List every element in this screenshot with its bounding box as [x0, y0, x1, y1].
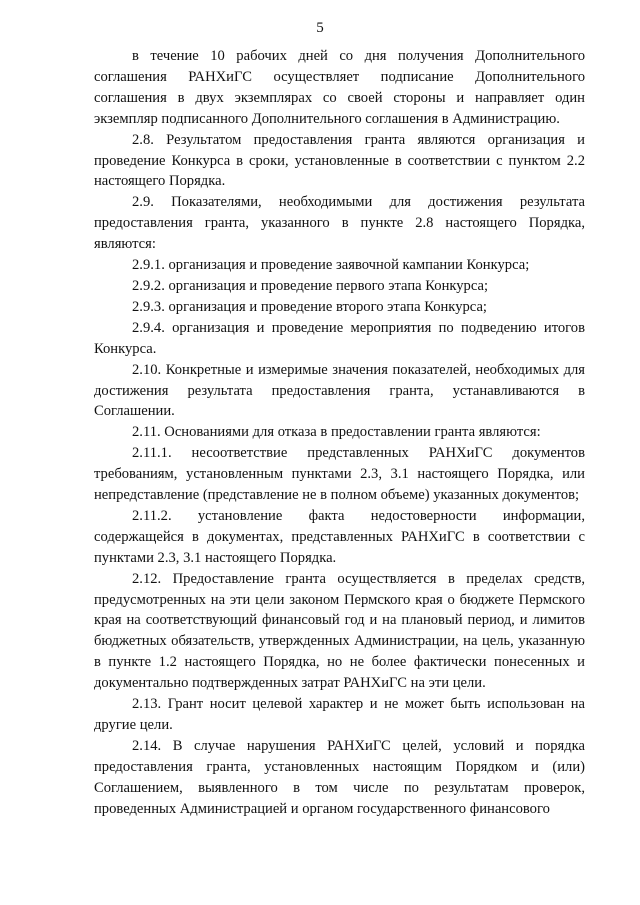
paragraph-2-12: 2.12. Предоставление гранта осуществляется в пределах средств, предусмотренных на эти цели законом Пермского края о бюджете Пермского края на соответствующий финансовый год и на плановый период, и лимитов бюджетных обязательств, утвержденных Администрации, на цель, указанную в пункте 1.2 настоящего Порядка, но не более фактически понесенных и документально подтвержденных затрат РАНХиГС на эти цели.: [94, 570, 585, 692]
paragraph-2-11-1: 2.11.1. несоответствие представленных РАНХиГС документов требованиям, установленным пунктами 2.3, 3.1 настоящего Порядка, или непредставление (представление не в полном объеме) указанных документов;: [94, 445, 585, 504]
paragraph-2-9-3: 2.9.3. организация и проведение второго этапа Конкурса;: [132, 298, 487, 315]
paragraph-2-14: 2.14. В случае нарушения РАНХиГС целей, условий и порядка предоставления гранта, установленных настоящим Порядком и (или) Соглашением, выявленного в том числе по результатам проверок, проведенных Администрацией и органом государственного финансового: [94, 737, 585, 817]
paragraph-2-11: 2.11. Основаниями для отказа в предоставлении гранта являются:: [132, 424, 541, 441]
paragraph-2-8: 2.8. Результатом предоставления гранта являются организация и проведение Конкурса в сроки, установленные в соответствии с пунктом 2.2 настоящего Порядка.: [94, 131, 585, 190]
page-number: 5: [316, 20, 324, 36]
paragraph-2-10: 2.10. Конкретные и измеримые значения показателей, необходимых для достижения результата предоставления гранта, устанавливаются в Соглашении.: [94, 361, 585, 420]
paragraph-continuation: в течение 10 рабочих дней со дня получения Дополнительного соглашения РАНХиГС осуществляет подписание Дополнительного соглашения в двух экземплярах со своей стороны и направляет один экземпляр подписанного Дополнительного соглашения в Администрацию.: [94, 48, 585, 127]
document-body: [94, 46, 585, 820]
paragraph-2-9-1: 2.9.1. организация и проведение заявочной кампании Конкурса;: [132, 257, 530, 274]
paragraph-2-9: 2.9. Показателями, необходимыми для достижения результата предоставления гранта, указанного в пункте 2.8 настоящего Порядка, являются:: [94, 194, 585, 253]
paragraph-2-13: 2.13. Грант носит целевой характер и не может быть использован на другие цели.: [94, 696, 585, 733]
paragraph-2-11-2: 2.11.2. установление факта недостоверности информации, содержащейся в документах, представленных РАНХиГС в соответствии с пунктами 2.3, 3.1 настоящего Порядка.: [94, 507, 585, 566]
paragraph-2-9-2: 2.9.2. организация и проведение первого этапа Конкурса;: [132, 277, 489, 294]
paragraph-2-9-4: 2.9.4. организация и проведение мероприятия по подведению итогов Конкурса.: [94, 319, 585, 357]
